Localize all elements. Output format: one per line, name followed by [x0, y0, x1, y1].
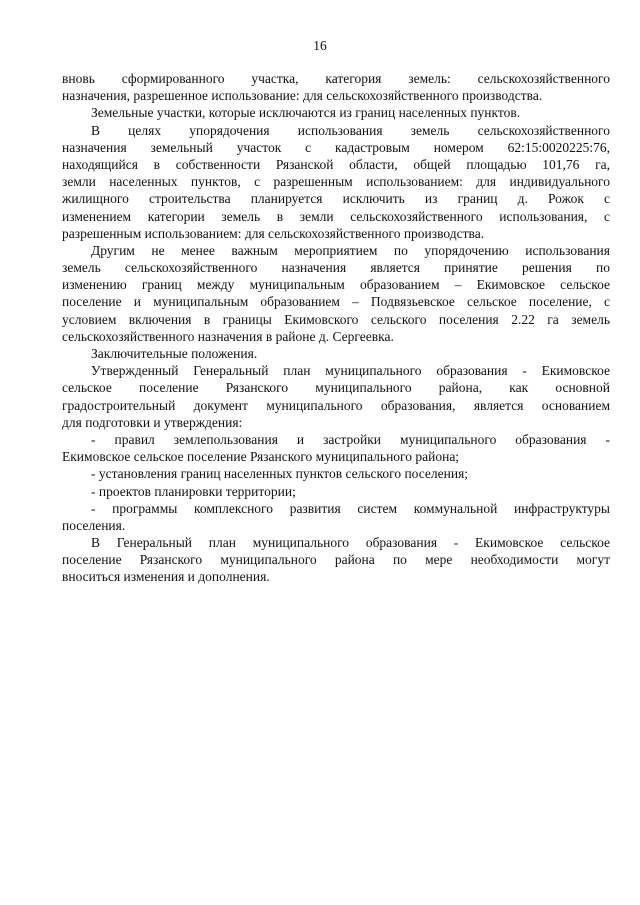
text-line: разрешенным использованием: для сельскохозяйственного производства.: [62, 225, 485, 241]
text-line: для подготовки и утверждения:: [62, 414, 243, 430]
text-line: Заключительные положения.: [91, 346, 258, 361]
text-line: поселения.: [62, 517, 126, 533]
text-line: вновь сформированного участка, категория земель: сельскохозяйственного: [62, 71, 610, 86]
text-line: изменению границ между муниципальным образованием – Екимовское сельское: [62, 277, 610, 293]
text-line: сельское поселение Рязанского муниципального района, как основной: [62, 380, 610, 396]
text-line: назначения земельный участок с кадастровым номером 62:15:0020225:76,: [62, 139, 610, 155]
text-line: - проектов планировки территории;: [91, 483, 296, 499]
text-line: земли населенных пунктов, с разрешенным использованием: для индивидуального: [62, 174, 610, 190]
text-line: Другим не менее важным мероприятием по упорядочению использования: [91, 242, 610, 258]
text-line: назначения, разрешенное использование: для сельскохозяйственного производства.: [62, 88, 543, 104]
text-line: В Генеральный план муниципального образования - Екимовское сельское: [91, 535, 610, 551]
text-line: - установления границ населенных пунктов сельского поселения;: [91, 466, 469, 482]
page-number: 16: [313, 38, 327, 53]
text-line: Утвержденный Генеральный план муниципального образования - Екимовское: [91, 363, 610, 379]
text-line: Екимовское сельское поселение Рязанского муниципального района;: [62, 449, 460, 465]
text-line: поселение и муниципальным образованием – Подвязьевское сельское поселение, с: [62, 294, 610, 310]
text-line: земель сельскохозяйственного назначения является принятие решения по: [62, 260, 610, 276]
text-line: градостроительный документ муниципального образования, является основанием: [62, 397, 610, 413]
text-line: вноситься изменения и дополнения.: [62, 569, 270, 585]
text-line: изменением категории земель в земли сельскохозяйственного использования, с: [62, 208, 610, 224]
text-line: сельскохозяйственного назначения в районе д. Сергеевка.: [62, 328, 394, 344]
text-line: - программы комплексного развития систем коммунальной инфраструктуры: [91, 500, 610, 516]
text-line: условием включения в границы Екимовского сельского поселения 2.22 га земель: [62, 311, 610, 327]
text-line: находящийся в собственности Рязанской области, общей площадью 101,76 га,: [62, 156, 610, 172]
text-line: Земельные участки, которые исключаются из границ населенных пунктов.: [91, 105, 521, 121]
text-line: - правил землепользования и застройки муниципального образования -: [91, 431, 610, 447]
text-line: В целях упорядочения использования земель сельскохозяйственного: [91, 122, 610, 138]
text-line: жилищного строительства планируется исключить из границ д. Рожок с: [62, 191, 610, 207]
text-line: поселение Рязанского муниципального района по мере необходимости могут: [62, 552, 610, 568]
body-text: [62, 70, 610, 586]
